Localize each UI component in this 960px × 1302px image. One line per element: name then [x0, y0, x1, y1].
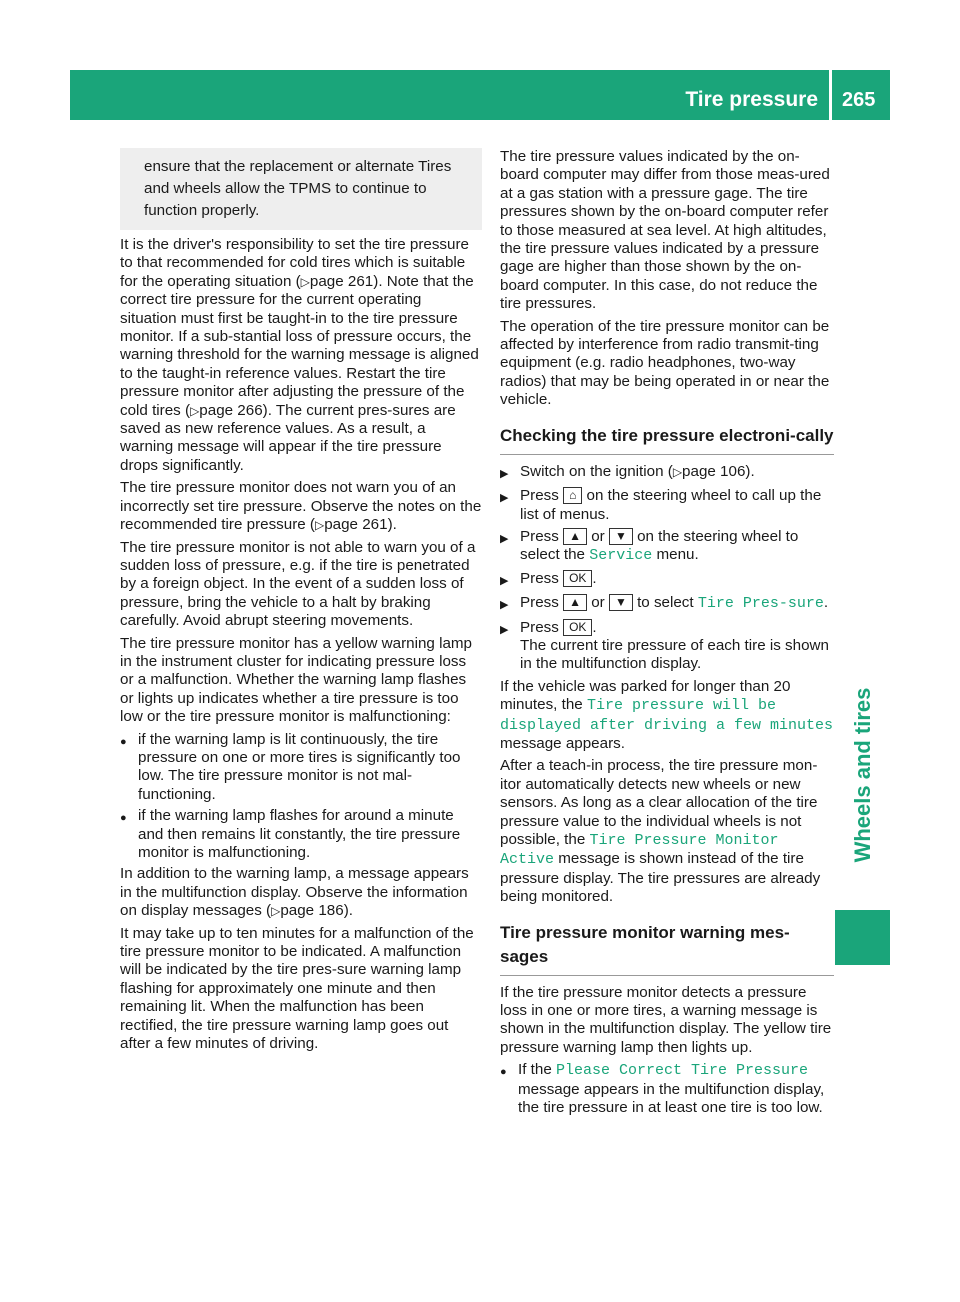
step-item: ▶ Press ▲ or ▼ on the steering wheel to select the Service menu. — [500, 527, 799, 565]
paragraph: If the tire pressure monitor detects a pressure loss in one or more tires, a warning message is shown in the multifunction display. The yellow tire pressure warning lamp then lights up. — [500, 983, 832, 1056]
up-key-icon: ▲ — [563, 528, 587, 545]
header-divider — [829, 70, 832, 120]
right-column — [500, 148, 834, 1120]
home-key-icon: ⌂ — [563, 487, 582, 504]
step-arrow-icon: ▶ — [500, 492, 509, 505]
page-title: Tire pressure — [685, 88, 818, 111]
paragraph: The tire pressure monitor does not warn you of an incorrectly set tire pressure. Observe the notes on the recommended tire pressure (▷page 261). — [120, 479, 482, 534]
page-ref[interactable]: page 186 — [280, 902, 344, 920]
paragraph: It is the driver's responsibility to set the tire pressure to that recommended for cold tires which is suitable for the operating situation (▷page 261). Note that the correct tire pressure for the current operating situation must first be taught-in to the tire pressure monitor. If a sub-stantial loss of pressure occurs, the warning threshold for the warning message is aligned to the taught-in reference values. Restart the tire pressure monitor after adjusting the pressure of the cold tires (▷page 266). The current pres-sures are saved as new reference values. As a result, a warning message will appear if the tire pressure drops significantly. — [120, 236, 479, 474]
page-number: 265 — [842, 89, 876, 111]
section-heading: Checking the tire pressure electroni-cally — [500, 424, 834, 455]
page-ref-arrow-icon: ▷ — [672, 464, 683, 479]
up-key-icon: ▲ — [563, 594, 587, 611]
down-key-icon: ▼ — [609, 594, 633, 611]
paragraph: The tire pressure monitor is not able to warn you of a sudden loss of pressure, e.g. if the tire is penetrated by a foreign object. In the event of a sudden loss of pressure, bring the vehicle to a halt by braking carefully. Avoid abrupt steering movements. — [120, 538, 476, 630]
paragraph: If the vehicle was parked for longer than 20 minutes, the Tire pressure will be displayed after driving a few minutes message appears. — [500, 677, 834, 752]
list-item: ● if the warning lamp is lit continuously, the tire pressure on one or more tires is significantly too low. The tire pressure monitor is not mal-functioning. — [120, 730, 461, 803]
page-ref-arrow-icon: ▷ — [300, 274, 310, 289]
side-square-marker — [835, 910, 890, 965]
ok-key-icon: OK — [563, 619, 592, 636]
paragraph: After a teach-in process, the tire pressure mon-itor automatically detects new wheels or new sensors. As long as a clear allocation of the tire pressure value to the individual wheels is not possible, the Tire Pressure Monitor Active message is shown instead of the tire pressure display. The tire pressures are already being monitored. — [500, 757, 821, 906]
step-arrow-icon: ▶ — [500, 532, 509, 545]
bullet-icon: ● — [500, 1066, 507, 1079]
paragraph: The operation of the tire pressure monitor can be affected by interference from radio transmit-ting equipment (e.g. radio headphones, two-way radios) that may be being operated in or near the vehicle. — [500, 317, 830, 409]
display-message: Tire pressure will be displayed after driving a few minutes — [500, 697, 834, 734]
bullet-icon: ● — [120, 735, 127, 748]
list-item: ● if the warning lamp flashes for around a minute and then remains lit constantly, the tire pressure monitor is malfunctioning. — [120, 807, 461, 861]
step-item: ▶ Press OK . The current tire pressure of each tire is shown in the multifunction display. — [500, 618, 829, 673]
menu-name: Tire Pres-sure — [697, 595, 824, 613]
paragraph: In addition to the warning lamp, a message appears in the multifunction display. Observe the information on display messages (▷page 186). — [120, 865, 469, 920]
section-heading: Tire pressure monitor warning mes-sages — [500, 921, 834, 976]
page-ref-arrow-icon: ▷ — [314, 518, 325, 533]
page-ref[interactable]: page 261 — [309, 272, 374, 290]
left-column — [120, 148, 482, 1057]
page-ref[interactable]: page 266 — [199, 401, 263, 419]
menu-name: Service — [589, 547, 653, 565]
step-arrow-icon: ▶ — [500, 467, 509, 480]
side-tab — [835, 660, 890, 890]
step-item: ▶ Press OK . — [500, 570, 834, 590]
paragraph: The tire pressure values indicated by the on-board computer may differ from those meas-ured at a gas station with a pressure gage. The tire pressures shown by the on-board computer refer to those measured at sea level. At high altitudes, the tire pressure values indicated by a pressure gage are higher than those shown by the on-board computer. In this case, do not reduce the tire pressures. — [500, 148, 830, 313]
page-ref[interactable]: page 106 — [682, 462, 746, 480]
ok-key-icon: OK — [563, 570, 592, 587]
list-item: ● If the Please Correct Tire Pressure message appears in the multifunction display, the tire pressure in at least one tire is too low. — [500, 1061, 825, 1117]
display-message: Please Correct Tire Pressure — [556, 1062, 809, 1080]
down-key-icon: ▼ — [609, 528, 633, 545]
bullet-icon: ● — [120, 812, 127, 825]
paragraph: It may take up to ten minutes for a malfunction of the tire pressure monitor to be indicated. A malfunction will be indicated by the tire pres-sure warning lamp flashing for approximately one minute and then remaining lit. When the malfunction has been rectified, the tire pressure warning lamp goes out after a few minutes of driving. — [120, 924, 474, 1053]
note-box: ensure that the replacement or alternate Tires and wheels allow the TPMS to continue to function properly. — [120, 148, 482, 230]
paragraph: The tire pressure monitor has a yellow warning lamp in the instrument cluster for indicating pressure loss or a malfunction. Whether the warning lamp flashes or lights up indicates whether a tire pressure is too low or the tire pressure monitor is malfunctioning: — [120, 634, 472, 726]
display-message: Tire Pressure Monitor Active — [500, 832, 779, 869]
step-arrow-icon: ▶ — [500, 623, 509, 636]
page-ref[interactable]: page 261 — [324, 516, 388, 534]
side-tab-label: Wheels and tires — [849, 687, 875, 863]
page-ref-arrow-icon: ▷ — [190, 403, 200, 418]
step-arrow-icon: ▶ — [500, 574, 509, 587]
step-item: ▶ Press ▲ or ▼ to select Tire Pres-sure. — [500, 594, 834, 614]
step-item: ▶ Press ⌂ on the steering wheel to call up the list of menus. — [500, 487, 822, 523]
page-ref-arrow-icon: ▷ — [271, 904, 281, 919]
step-arrow-icon: ▶ — [500, 599, 509, 612]
step-item: ▶ Switch on the ignition (▷page 106). — [500, 463, 834, 483]
